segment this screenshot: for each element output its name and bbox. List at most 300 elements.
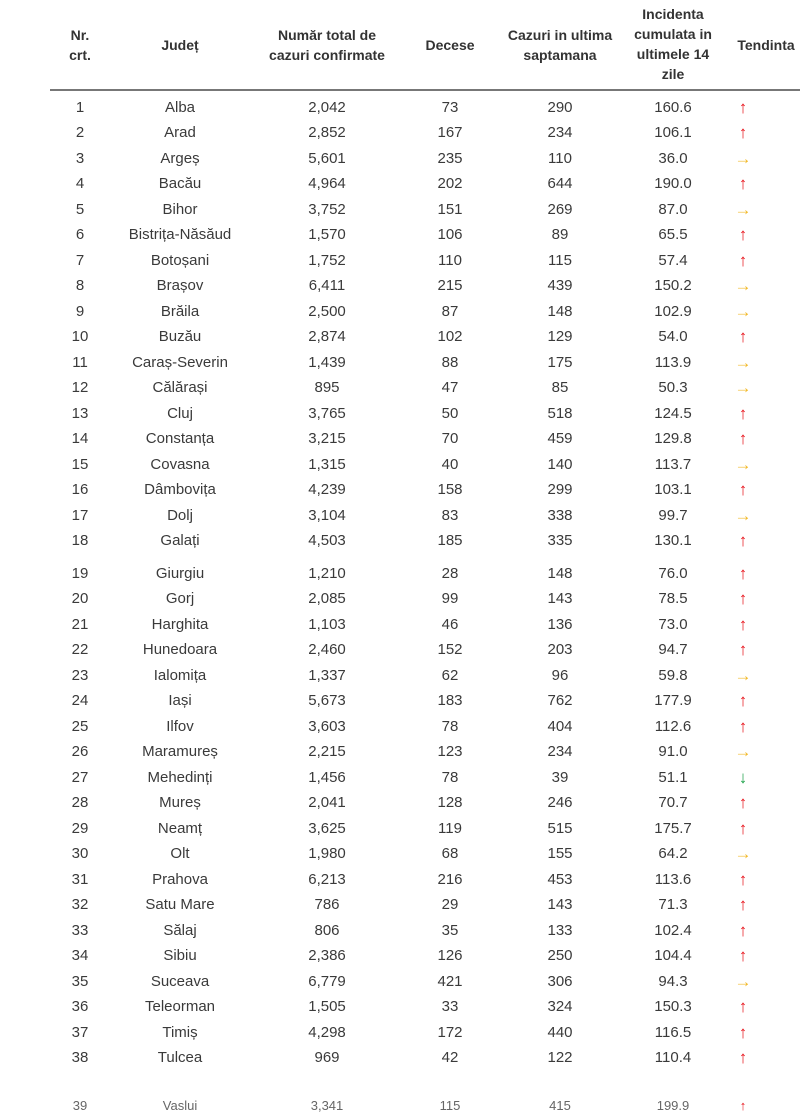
trend-arrow-up-icon: ↑ (738, 480, 748, 499)
cell-nr: 8 (75, 277, 85, 294)
cell-incidenta: 124.5 (654, 404, 692, 422)
cell-incidenta: 65.5 (658, 226, 688, 243)
header-incidenta (634, 4, 712, 84)
cell-saptamana: 110 (548, 149, 572, 167)
trend-arrow-right-icon: → (734, 352, 752, 372)
header-nr-line: crt. (69, 47, 91, 63)
cell-nr: 7 (75, 251, 85, 269)
cell-judet: Constanța (145, 430, 215, 447)
cell-incidenta: 64.2 (658, 845, 688, 862)
cell-judet: Călărași (152, 379, 208, 396)
trend-arrow-up-icon: ↑ (738, 793, 748, 812)
trend-arrow-up-icon: ↑ (738, 1022, 748, 1042)
trend-arrow-up-icon: ↑ (738, 250, 748, 270)
trend-arrow-up-icon: ↑ (739, 1097, 747, 1113)
cell-judet: Ilfov (166, 717, 194, 735)
cell-decese: 215 (437, 277, 463, 294)
cell-judet: Iași (168, 692, 192, 709)
trend-arrow-right-icon: → (734, 276, 752, 295)
cell-decese: 87 (441, 302, 459, 320)
cell-saptamana: 175 (547, 353, 573, 371)
cell-decese: 421 (437, 972, 463, 990)
cell-total: 1,456 (308, 768, 346, 786)
table-row (0, 146, 800, 171)
cell-total: 5,673 (308, 692, 346, 709)
trend-arrow-up-icon: ↑ (738, 997, 748, 1016)
cell-total: 4,239 (308, 481, 346, 498)
table-row (0, 273, 800, 298)
cell-judet: Bacău (158, 175, 202, 192)
table-row (0, 561, 800, 586)
table-row (0, 663, 800, 688)
cell-nr: 21 (71, 615, 89, 633)
cell-saptamana: 453 (547, 870, 573, 888)
cell-saptamana: 148 (547, 564, 573, 582)
cell-decese: 78 (441, 717, 459, 735)
table-row (0, 503, 800, 528)
cell-judet: Brăila (160, 302, 200, 320)
trend-arrow-right-icon: → (734, 742, 752, 761)
cell-decese: 110 (438, 251, 462, 269)
cell-total: 786 (314, 896, 340, 913)
cell-total: 3,104 (308, 506, 346, 524)
cell-incidenta: 150.3 (654, 998, 692, 1015)
cell-decese: 62 (441, 666, 459, 684)
cell-saptamana: 155 (547, 845, 573, 862)
table-row (0, 994, 800, 1019)
header-incidenta-line: zile (661, 66, 685, 82)
cell-judet: Mehedinți (147, 768, 213, 786)
cell-saptamana: 762 (547, 692, 573, 709)
table-row (0, 95, 800, 120)
table-row (0, 969, 800, 994)
trend-arrow-up-icon: ↑ (738, 818, 748, 838)
header-saptamana-line: saptamana (523, 47, 597, 63)
cell-decese: 106 (437, 226, 463, 243)
cell-total: 3,341 (310, 1097, 344, 1113)
table-row (0, 452, 800, 477)
cell-decese: 235 (437, 149, 463, 167)
trend-arrow-up-icon: ↑ (738, 1048, 748, 1067)
cell-saptamana: 140 (547, 455, 573, 473)
cell-incidenta: 76.0 (658, 564, 688, 582)
table-row (0, 171, 800, 196)
cell-decese: 152 (437, 641, 463, 658)
cell-judet: Caraș-Severin (132, 353, 228, 371)
cell-total: 1,337 (308, 666, 346, 684)
cell-total: 4,964 (308, 175, 346, 192)
cell-incidenta: 102.4 (654, 921, 692, 939)
cell-judet: Teleorman (144, 998, 216, 1015)
cell-incidenta: 91.0 (658, 743, 688, 760)
trend-arrow-right-icon: → (734, 301, 752, 321)
cell-nr: 9 (75, 302, 85, 320)
cell-decese: 172 (437, 1023, 463, 1041)
table-row (0, 586, 800, 611)
table-row (0, 350, 800, 375)
header-incidenta-line: Incidenta (642, 6, 704, 22)
cell-saptamana: 269 (547, 200, 573, 218)
table-row (0, 918, 800, 943)
cell-incidenta: 113.7 (654, 455, 692, 473)
cell-nr: 5 (75, 200, 85, 218)
cell-total: 3,752 (308, 200, 346, 218)
table-row (0, 943, 800, 968)
cell-incidenta: 110.4 (654, 1049, 692, 1066)
cell-total: 1,103 (308, 615, 346, 633)
header-decese: Decese (425, 37, 475, 53)
cell-total: 2,500 (308, 302, 346, 320)
table-row (0, 120, 800, 145)
cell-saptamana: 143 (547, 896, 573, 913)
cell-judet: Prahova (152, 870, 208, 888)
cell-nr: 29 (71, 819, 89, 837)
cell-nr: 38 (71, 1049, 89, 1066)
cell-nr: 19 (71, 564, 89, 582)
cell-decese: 70 (441, 430, 459, 447)
cell-incidenta: 57.4 (658, 251, 688, 269)
trend-arrow-up-icon: ↑ (738, 225, 748, 244)
header-incidenta-line: cumulata in (634, 26, 712, 42)
cell-nr: 10 (71, 328, 89, 345)
cell-judet: Gorj (165, 590, 195, 607)
cell-nr: 20 (71, 590, 89, 607)
cell-incidenta: 106.1 (654, 124, 692, 141)
cell-decese: 216 (437, 870, 463, 888)
cell-incidenta: 150.2 (654, 277, 692, 294)
cell-total: 895 (314, 379, 340, 396)
cell-nr: 14 (71, 430, 89, 447)
table-row (0, 637, 800, 662)
table-row (0, 765, 800, 790)
cell-saptamana: 89 (551, 226, 569, 243)
cell-total: 3,603 (308, 717, 346, 735)
cell-judet: Harghita (151, 615, 209, 633)
table-row (0, 790, 800, 815)
trend-arrow-up-icon: ↑ (738, 589, 748, 608)
cell-saptamana: 335 (547, 532, 573, 549)
cell-incidenta: 113.6 (654, 870, 692, 888)
header-divider (50, 89, 800, 91)
cell-nr: 18 (71, 532, 89, 549)
cell-total: 1,315 (308, 455, 346, 473)
trend-arrow-up-icon: ↑ (738, 640, 748, 659)
trend-arrow-right-icon: → (734, 454, 752, 474)
cell-nr: 28 (71, 794, 89, 811)
trend-arrow-right-icon: → (734, 199, 752, 219)
header-nr-line: Nr. (70, 27, 90, 43)
cell-judet: Neamț (157, 819, 203, 837)
cell-incidenta: 59.8 (658, 666, 688, 684)
cell-judet: Tulcea (157, 1049, 203, 1066)
cell-saptamana: 133 (547, 921, 573, 939)
cell-judet: Botoșani (150, 251, 210, 269)
cell-decese: 102 (437, 328, 463, 345)
cell-judet: Olt (170, 845, 190, 862)
cell-decese: 68 (441, 845, 459, 862)
trend-arrow-up-icon: ↑ (738, 403, 748, 423)
cell-decese: 46 (441, 615, 459, 633)
cell-decese: 183 (437, 692, 463, 709)
table-row (0, 816, 800, 841)
cell-judet: Timiș (162, 1023, 198, 1041)
cell-nr: 17 (71, 506, 89, 524)
cell-total: 2,386 (308, 947, 346, 964)
cell-saptamana: 234 (547, 743, 573, 760)
cell-judet: Argeș (160, 149, 200, 167)
cell-incidenta: 94.3 (658, 972, 688, 990)
cell-nr: 15 (71, 455, 89, 473)
cell-decese: 167 (437, 124, 463, 141)
cell-decese: 78 (441, 768, 459, 786)
trend-arrow-up-icon: ↑ (738, 531, 748, 550)
cell-judet: Cluj (167, 404, 193, 422)
table-row (0, 688, 800, 713)
cell-decese: 119 (438, 819, 462, 837)
cell-decese: 126 (437, 947, 463, 964)
cell-judet: Maramureș (142, 743, 218, 760)
cell-decese: 35 (441, 921, 459, 939)
trend-arrow-up-icon: ↑ (738, 895, 748, 914)
trend-arrow-down-icon: ↓ (738, 767, 748, 787)
cell-saptamana: 515 (547, 819, 573, 837)
cell-saptamana: 306 (547, 972, 573, 990)
cell-decese: 33 (441, 998, 459, 1015)
header-total-line: cazuri confirmate (269, 47, 385, 63)
cell-saptamana: 250 (547, 947, 573, 964)
cell-nr: 1 (75, 98, 85, 116)
cell-total: 2,460 (308, 641, 346, 658)
cell-total: 2,852 (308, 124, 346, 141)
trend-arrow-up-icon: ↑ (738, 123, 748, 142)
cell-nr: 16 (71, 481, 89, 498)
cell-saptamana: 136 (547, 615, 573, 633)
cell-incidenta: 73.0 (658, 615, 688, 633)
table-row (0, 892, 800, 917)
table-row (0, 739, 800, 764)
trend-arrow-right-icon: → (734, 971, 752, 991)
cell-decese: 29 (441, 896, 459, 913)
trend-arrow-up-icon: ↑ (738, 946, 748, 965)
cell-saptamana: 338 (547, 506, 573, 524)
cell-decese: 185 (437, 532, 463, 549)
cell-saptamana: 415 (549, 1097, 571, 1113)
cell-judet: Brașov (156, 277, 204, 294)
cell-saptamana: 518 (547, 404, 573, 422)
cell-nr: 37 (71, 1023, 89, 1041)
cell-saptamana: 290 (547, 98, 573, 116)
cell-judet: Covasna (150, 455, 210, 473)
table-row (0, 528, 800, 553)
cell-total: 4,298 (308, 1023, 346, 1041)
table-row (0, 1045, 800, 1070)
cell-incidenta: 103.1 (654, 481, 692, 498)
cell-total: 2,085 (308, 590, 346, 607)
cell-decese: 42 (441, 1049, 459, 1066)
cell-saptamana: 439 (547, 277, 573, 294)
cell-saptamana: 459 (547, 430, 573, 447)
cell-total: 1,980 (308, 845, 346, 862)
cell-total: 2,041 (308, 794, 346, 811)
cell-incidenta: 51.1 (658, 768, 688, 786)
cell-judet: Hunedoara (142, 641, 218, 658)
cell-total: 2,874 (308, 328, 346, 345)
cell-nr: 31 (71, 870, 89, 888)
table-row (0, 324, 800, 349)
cell-nr: 11 (72, 353, 88, 371)
table-row (0, 299, 800, 324)
cell-decese: 123 (437, 743, 463, 760)
table-row (0, 197, 800, 222)
cell-decese: 128 (437, 794, 463, 811)
cell-saptamana: 143 (547, 590, 573, 607)
cell-saptamana: 324 (547, 998, 573, 1015)
cell-nr: 30 (71, 845, 89, 862)
trend-arrow-right-icon: → (734, 505, 752, 525)
cell-nr: 23 (71, 666, 89, 684)
cell-decese: 40 (441, 455, 459, 473)
header-total (269, 25, 385, 65)
table-row (0, 1093, 800, 1118)
cell-total: 2,042 (308, 98, 346, 116)
cell-judet: Sibiu (163, 947, 197, 964)
cell-nr: 2 (75, 124, 85, 141)
cell-incidenta: 78.5 (658, 590, 688, 607)
cell-total: 6,213 (308, 870, 346, 888)
cell-judet: Alba (164, 98, 196, 116)
cell-incidenta: 130.1 (654, 532, 692, 549)
cell-decese: 202 (437, 175, 463, 192)
cell-decese: 158 (437, 481, 463, 498)
cell-nr: 6 (75, 226, 85, 243)
cell-nr: 34 (71, 947, 89, 964)
cell-total: 3,215 (308, 430, 346, 447)
cell-incidenta: 175.7 (654, 819, 692, 837)
cell-nr: 33 (71, 921, 89, 939)
cell-judet: Bihor (162, 200, 198, 218)
table-row (0, 222, 800, 247)
cell-nr: 3 (75, 149, 85, 167)
table-row (0, 426, 800, 451)
cell-decese: 28 (441, 564, 459, 582)
cell-judet: Sălaj (163, 921, 197, 939)
cell-saptamana: 644 (547, 175, 573, 192)
table-row (0, 841, 800, 866)
cell-incidenta: 177.9 (654, 692, 692, 709)
cell-saptamana: 234 (547, 124, 573, 141)
cell-judet: Vaslui (162, 1097, 198, 1113)
header-saptamana-line: Cazuri in ultima (507, 27, 613, 43)
cell-saptamana: 299 (547, 481, 573, 498)
table-row (0, 477, 800, 502)
cell-incidenta: 70.7 (658, 794, 688, 811)
cell-nr: 27 (71, 768, 89, 786)
trend-arrow-up-icon: ↑ (738, 174, 748, 193)
cell-total: 1,439 (308, 353, 346, 371)
header-judet: Județ (161, 37, 199, 53)
cell-total: 3,765 (308, 404, 346, 422)
cell-decese: 47 (441, 379, 459, 396)
cell-total: 5,601 (308, 149, 346, 167)
cell-saptamana: 148 (547, 302, 573, 320)
cell-incidenta: 99.7 (658, 506, 688, 524)
cell-incidenta: 87.0 (658, 200, 688, 218)
cell-nr: 12 (71, 379, 89, 396)
cell-judet: Satu Mare (145, 896, 215, 913)
trend-arrow-up-icon: ↑ (738, 97, 748, 117)
trend-arrow-right-icon: → (734, 148, 752, 168)
trend-arrow-right-icon: → (734, 665, 752, 685)
header-nr (69, 25, 91, 65)
header-saptamana (508, 25, 612, 65)
cell-incidenta: 94.7 (658, 641, 688, 658)
cell-judet: Giurgiu (155, 564, 205, 582)
cell-saptamana: 85 (551, 379, 569, 396)
cell-judet: Buzău (158, 328, 202, 345)
cell-incidenta: 160.6 (654, 98, 692, 116)
trend-arrow-right-icon: → (734, 844, 752, 863)
cell-saptamana: 39 (551, 768, 569, 786)
cell-nr: 39 (72, 1097, 88, 1113)
cell-judet: Bistrița-Năsăud (128, 226, 232, 243)
cell-nr: 4 (75, 175, 85, 192)
cell-judet: Galați (160, 532, 200, 549)
cell-total: 6,411 (308, 277, 346, 294)
header-tendinta: Tendinta (737, 37, 795, 53)
cell-saptamana: 203 (547, 641, 573, 658)
cell-judet: Ialomița (153, 666, 207, 684)
table-row (0, 612, 800, 637)
table-row (0, 714, 800, 739)
cell-decese: 115 (439, 1097, 461, 1113)
trend-arrow-up-icon: ↑ (738, 563, 748, 583)
cell-total: 806 (314, 921, 340, 939)
cell-total: 1,570 (308, 226, 346, 243)
table-row (0, 1020, 800, 1045)
trend-arrow-up-icon: ↑ (738, 869, 748, 889)
cell-decese: 151 (437, 200, 463, 218)
cell-incidenta: 190.0 (654, 175, 692, 192)
cell-nr: 13 (71, 404, 89, 422)
cell-nr: 35 (71, 972, 89, 990)
trend-arrow-up-icon: ↑ (738, 327, 748, 346)
table-row (0, 248, 800, 273)
table-header (0, 0, 800, 90)
cell-incidenta: 104.4 (654, 947, 692, 964)
cell-judet: Dâmbovița (144, 481, 216, 498)
cell-saptamana: 115 (548, 251, 572, 269)
cell-incidenta: 199.9 (656, 1097, 690, 1113)
cell-nr: 22 (71, 641, 89, 658)
trend-arrow-up-icon: ↑ (738, 429, 748, 448)
cell-judet: Mureș (159, 794, 201, 811)
cell-incidenta: 116.5 (654, 1023, 692, 1041)
table-row (0, 867, 800, 892)
cell-decese: 88 (441, 353, 459, 371)
cell-total: 969 (314, 1049, 340, 1066)
cell-total: 3,625 (308, 819, 346, 837)
cell-judet: Dolj (167, 506, 193, 524)
trend-arrow-right-icon: → (734, 378, 752, 397)
cell-incidenta: 129.8 (654, 430, 692, 447)
cell-decese: 99 (441, 590, 459, 607)
cell-incidenta: 112.6 (654, 717, 692, 735)
trend-arrow-up-icon: ↑ (738, 691, 748, 710)
cell-saptamana: 404 (547, 717, 573, 735)
cell-decese: 83 (441, 506, 459, 524)
trend-arrow-up-icon: ↑ (738, 614, 748, 634)
cell-saptamana: 246 (547, 794, 573, 811)
